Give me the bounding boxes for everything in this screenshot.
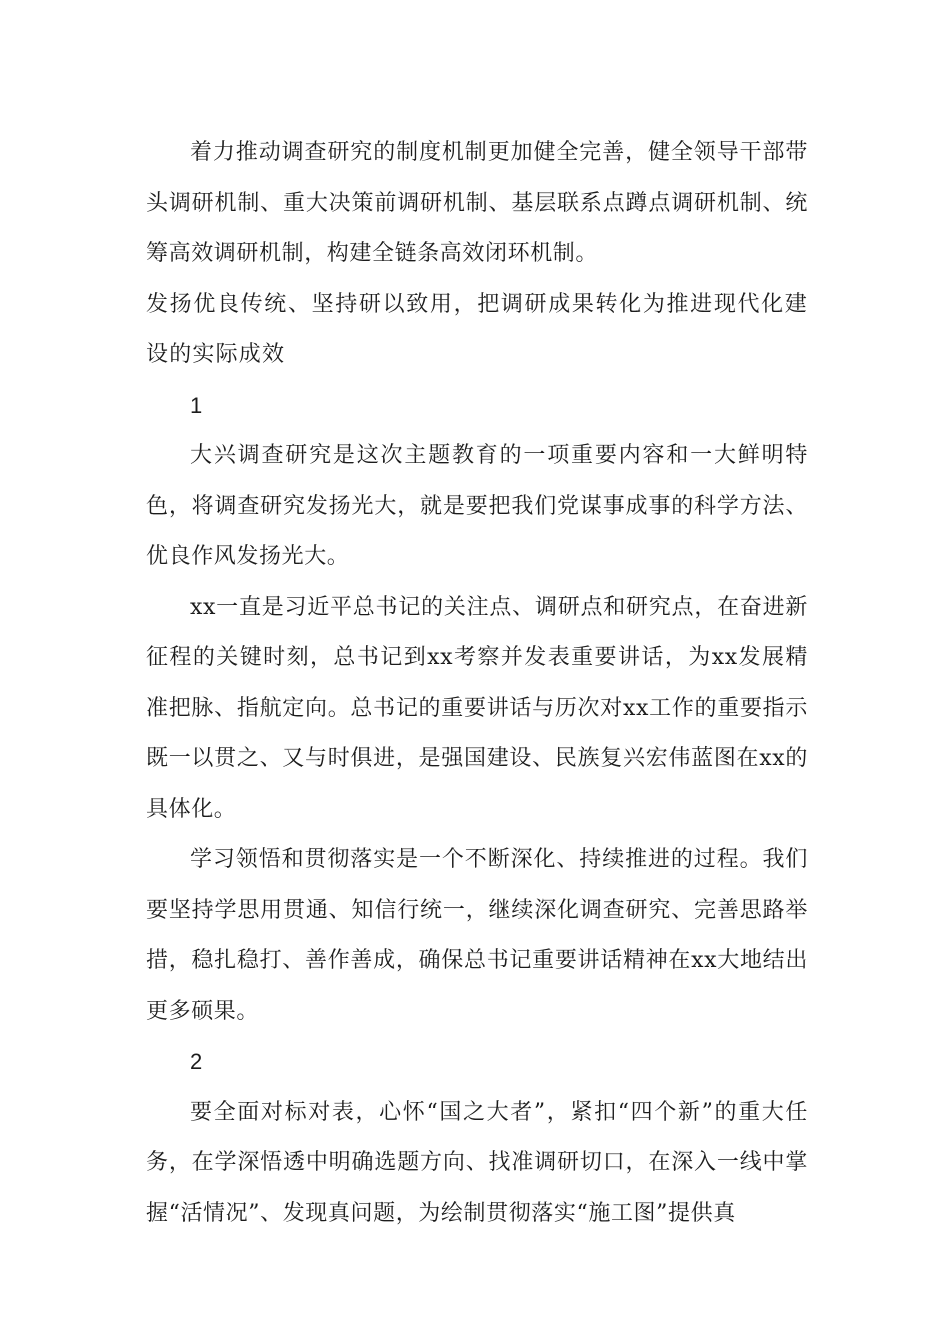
section-number-1: 1 <box>190 392 203 418</box>
paragraph-benchmark: 要全面对标对表，心怀“国之大者”，紧扣“四个新”的重大任务，在学深悟透中明确选题方向、找准调研切口，在深入一线中掌握“活情况”、发现真问题，为绘制贯彻落实“施工图”提供真 <box>146 1099 808 1226</box>
paragraph-implementation: 学习领悟和贯彻落实是一个不断深化、持续推进的过程。我们要坚持学思用贯通、知信行统一，继续深化调查研究、完善思路举措，稳扎稳打、善作善成，确保总书记重要讲话精神在xx大地结出更多硕果。 <box>146 847 808 1024</box>
section-number-2: 2 <box>190 1049 203 1074</box>
paragraph-speech: xx一直是习近平总书记的关注点、调研点和研究点，在奋进新征程的关键时刻，总书记到xx考察并发表重要讲话，为xx发展精准把脉、指航定向。总书记的重要讲话与历次对xx工作的重要指示既一以贯之、又与时俱进，是强国建设、民族复兴宏伟蓝图在xx的具体化。 <box>146 594 808 822</box>
paragraph-mechanism: 着力推动调查研究的制度机制更加健全完善，健全领导干部带头调研机制、重大决策前调研机制、基层联系点蹲点调研机制、统筹高效调研机制，构建全链条高效闭环机制。 <box>146 140 808 266</box>
section-heading: 发扬优良传统、坚持研以致用，把调研成果转化为推进现代化建设的实际成效 <box>146 291 808 367</box>
paragraph-research: 大兴调查研究是这次主题教育的一项重要内容和一大鲜明特色，将调查研究发扬光大，就是要把我们党谋事成事的科学方法、优良作风发扬光大。 <box>146 443 808 569</box>
document-body <box>146 128 808 1239</box>
